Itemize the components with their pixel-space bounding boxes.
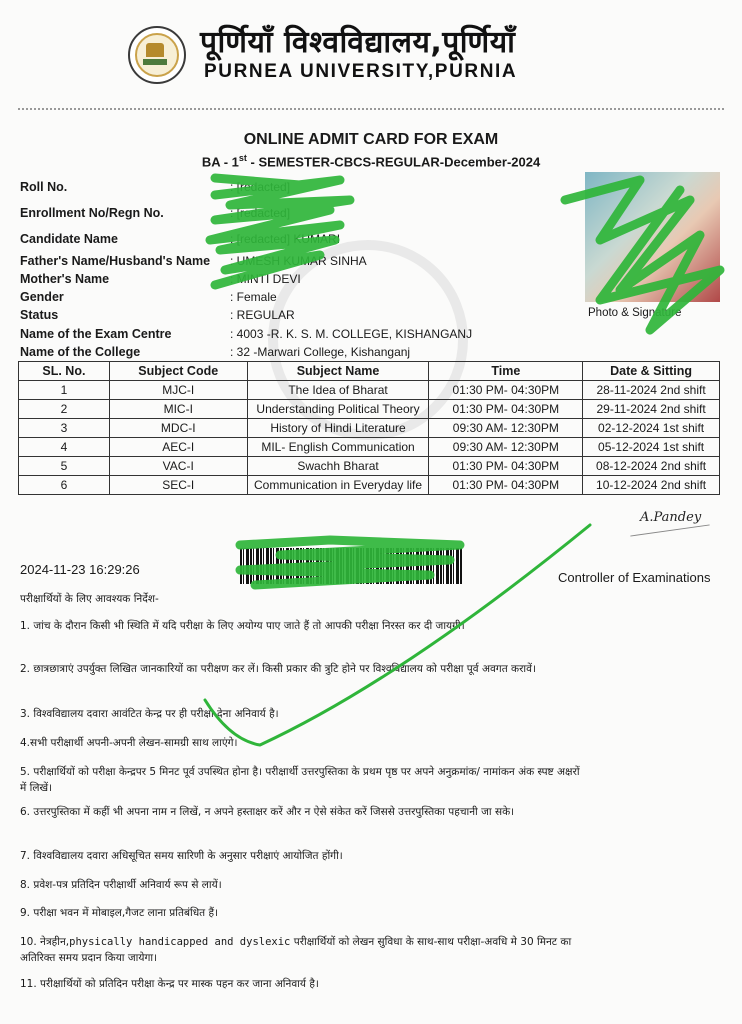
cell: History of Hindi Literature bbox=[247, 419, 429, 438]
cell: 10-12-2024 2nd shift bbox=[583, 476, 720, 495]
table-row bbox=[19, 381, 720, 400]
column-header: Subject Name bbox=[247, 362, 429, 381]
university-seal-icon bbox=[128, 26, 186, 84]
cell: 01:30 PM- 04:30PM bbox=[429, 476, 583, 495]
column-header: Date & Sitting bbox=[583, 362, 720, 381]
cell: 01:30 PM- 04:30PM bbox=[429, 400, 583, 419]
exam-centre-value: : 4003 -R. K. S. M. COLLEGE, KISHANGANJ bbox=[230, 327, 473, 341]
father-name-value: : UMESH KUMAR SINHA bbox=[230, 254, 367, 268]
exam-subtitle: BA - 1st - SEMESTER-CBCS-REGULAR-December-2024 bbox=[201, 153, 541, 170]
table-row bbox=[19, 457, 720, 476]
cell: 3 bbox=[19, 419, 110, 438]
cell: 28-11-2024 2nd shift bbox=[583, 381, 720, 400]
mother-name-value: : MINTI DEVI bbox=[230, 272, 301, 286]
instruction-item: 3. विश्वविद्यालय दवारा आवंटित केन्द्र पर ही परीक्षा देना अनिवार्य है। bbox=[20, 708, 279, 720]
cell: 09:30 AM- 12:30PM bbox=[429, 419, 583, 438]
admit-card-title: ONLINE ADMIT CARD FOR EXAM bbox=[243, 131, 499, 148]
table-header-row bbox=[19, 362, 720, 381]
column-header: Subject Code bbox=[109, 362, 247, 381]
cell: Communication in Everyday life bbox=[247, 476, 429, 495]
cell: SEC-I bbox=[109, 476, 247, 495]
roll-no-value: : [redacted] bbox=[230, 180, 291, 194]
instruction-item-10: 10. नेत्रहीन,physically handicapped and dyslexic परीक्षार्थियों को लेखन सुविधा के साथ-साथ परीक्षा-अवधि मे 30 मिनट का अतिरिक्त समय प्रदान किया जायेगा। bbox=[20, 936, 572, 964]
cell: 08-12-2024 2nd shift bbox=[583, 457, 720, 476]
cell: MJC-I bbox=[109, 381, 247, 400]
cell: 4 bbox=[19, 438, 110, 457]
table-row bbox=[19, 476, 720, 495]
enrollment-no-value: : [redacted] bbox=[230, 206, 291, 220]
candidate-name-value: : [redacted] KUMARI bbox=[230, 232, 341, 246]
cell: MIL- English Communication bbox=[247, 438, 429, 457]
instruction-item: 7. विश्वविद्यालय दवारा अधिसूचित समय सारिणी के अनुसार परीक्षाएं आयोजित होंगी। bbox=[20, 850, 343, 862]
cell: 01:30 PM- 04:30PM bbox=[429, 381, 583, 400]
college-name-label: Name of the College bbox=[20, 345, 141, 359]
instruction-item: 2. छात्रछात्राएं उपर्युक्त लिखित जानकारियों का परीक्षण कर लें। किसी प्रकार की त्रुटि होने पर विश्वविद्यालय को परीक्षा पूर्व अवगत करावें। bbox=[20, 663, 536, 675]
candidate-name-label: Candidate Name bbox=[20, 232, 118, 246]
university-name-english: PURNEA UNIVERSITY,PURNIA bbox=[204, 61, 518, 82]
university-name-hindi: पूर्णियाँ विश्वविद्यालय,पूर्णियाँ bbox=[200, 25, 516, 60]
column-header: SL. No. bbox=[19, 362, 110, 381]
signature-stroke bbox=[630, 524, 709, 536]
instruction-item: 1. जांच के दौरान किसी भी स्थिति में यदि परीक्षा के लिए अयोग्य पाए जाते हैं तो आपकी परीक्षा निरस्त कर दी जायगी। bbox=[20, 620, 465, 632]
instruction-item: 8. प्रवेश-पत्र प्रतिदिन परीक्षार्थी अनिवार्य रूप से लायें। bbox=[20, 879, 222, 891]
cell: 05-12-2024 1st shift bbox=[583, 438, 720, 457]
cell: AEC-I bbox=[109, 438, 247, 457]
gender-value: : Female bbox=[230, 290, 277, 304]
divider bbox=[18, 108, 724, 110]
instruction-item: 4.सभी परीक्षार्थी अपनी-अपनी लेखन-सामग्री साथ लाएंगे। bbox=[20, 737, 238, 749]
cell: Understanding Political Theory bbox=[247, 400, 429, 419]
candidate-photo bbox=[585, 172, 720, 302]
instruction-item: 9. परीक्षा भवन में मोबाइल,गैजट लाना प्रतिबंधित हैं। bbox=[20, 907, 219, 919]
subjects-table bbox=[18, 361, 720, 495]
college-name-value: : 32 -Marwari College, Kishanganj bbox=[230, 345, 411, 359]
table-row bbox=[19, 400, 720, 419]
controller-signature: A.Pandey bbox=[640, 510, 702, 525]
cell: MIC-I bbox=[109, 400, 247, 419]
cell: Swachh Bharat bbox=[247, 457, 429, 476]
gender-label: Gender bbox=[20, 290, 64, 304]
cell: 1 bbox=[19, 381, 110, 400]
cell: 02-12-2024 1st shift bbox=[583, 419, 720, 438]
cell: 01:30 PM- 04:30PM bbox=[429, 457, 583, 476]
cell: 5 bbox=[19, 457, 110, 476]
table-row bbox=[19, 419, 720, 438]
cell: MDC-I bbox=[109, 419, 247, 438]
cell: 29-11-2024 2nd shift bbox=[583, 400, 720, 419]
exam-centre-label: Name of the Exam Centre bbox=[20, 327, 172, 341]
status-label: Status bbox=[20, 308, 59, 322]
instruction-item: 11. परीक्षार्थियों को प्रतिदिन परीक्षा केन्द्र पर मास्क पहन कर जाना अनिवार्य है। bbox=[20, 978, 319, 990]
instructions-title: परीक्षार्थियों के लिए आवश्यक निर्देश- bbox=[20, 593, 159, 605]
cell: 2 bbox=[19, 400, 110, 419]
father-name-label: Father's Name/Husband's Name bbox=[20, 254, 211, 268]
cell: VAC-I bbox=[109, 457, 247, 476]
generated-timestamp: 2024-11-23 16:29:26 bbox=[20, 562, 140, 577]
barcode bbox=[240, 548, 462, 584]
table-row bbox=[19, 438, 720, 457]
column-header: Time bbox=[429, 362, 583, 381]
mother-name-label: Mother's Name bbox=[20, 272, 110, 286]
photo-signature-caption: Photo & Signature bbox=[588, 307, 682, 319]
instruction-item: 6. उत्तरपुस्तिका में कहीं भी अपना नाम न लिखें, न अपने हस्ताक्षर करें और न ऐसे संकेत करें जिससे उत्तरपुस्तिका पहचानी जा सके। bbox=[20, 806, 515, 818]
status-value: : REGULAR bbox=[230, 308, 295, 322]
cell: 6 bbox=[19, 476, 110, 495]
cell: 09:30 AM- 12:30PM bbox=[429, 438, 583, 457]
cell: The Idea of Bharat bbox=[247, 381, 429, 400]
enrollment-no-label: Enrollment No/Regn No. bbox=[20, 206, 164, 220]
roll-no-label: Roll No. bbox=[20, 180, 68, 194]
controller-title: Controller of Examinations bbox=[558, 570, 711, 585]
instruction-item: 5. परीक्षार्थियों को परीक्षा केन्द्रपर 5 मिनट पूर्व उपस्थित होना है। परीक्षार्थी उत्तरपुस्तिका के प्रथम पृष्ठ पर अपने अनुक्रमांक/ नामांकन अंक स्पष्ट अक्षरों में लिखें। bbox=[20, 766, 580, 794]
